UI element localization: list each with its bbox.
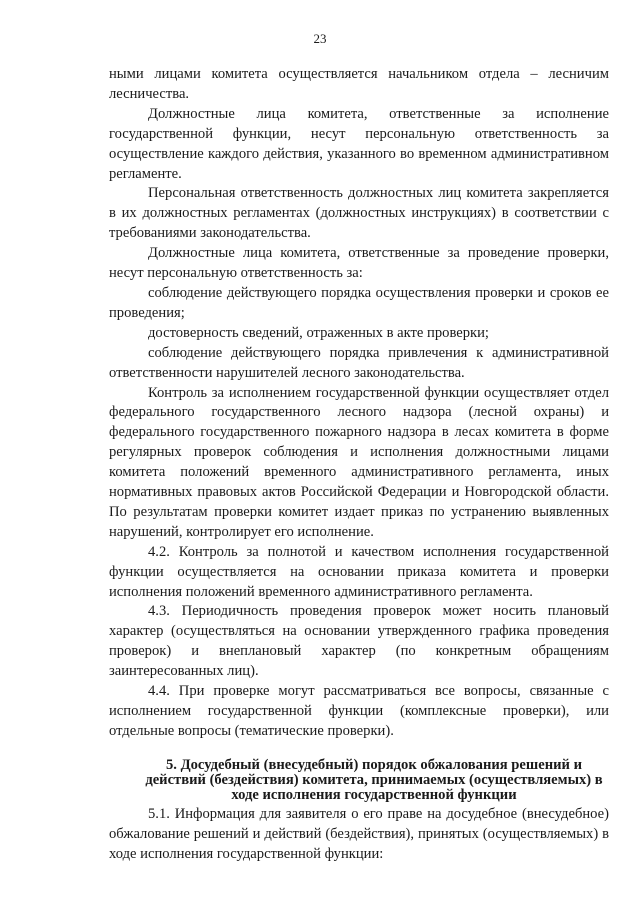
page-number: 23 [313,31,327,46]
section-heading: 5. Досудебный (внесудебный) порядок обжалования решений и действий (бездействия) комитета, принимаемых (осуществляемых) в ходе исполнения государственной функции [145,756,603,804]
paragraph: 4.2. Контроль за полнотой и качеством исполнения государственной функции осуществляется на основании приказа комитета и проверки исполнения положений временного административного регламента. [109,543,609,600]
paragraph: 5.1. Информация для заявителя о его праве на досудебное (внесудебное) обжалование решений и действий (бездействия), принятых (осуществляемых) в ходе исполнения государственной функции: [109,806,609,863]
paragraph: Должностные лица комитета, ответственные за исполнение государственной функции, несут персональную ответственность за осуществление каждого действия, указанного во временном административном регламенте. [109,105,609,182]
list-item: достоверность сведений, отраженных в акте проверки; [148,324,489,341]
list-item: соблюдение действующего порядка привлечения к административной ответственности нарушителей лесного законодательства. [109,344,609,381]
paragraph: Должностные лица комитета, ответственные за проведение проверки, несут персональную ответственность за: [109,245,609,282]
paragraph: Персональная ответственность должностных лиц комитета закрепляется в их должностных регламентах (должностных инструкциях) в соответствии с требованиями законодательства. [109,185,609,242]
list-item: соблюдение действующего порядка осуществления проверки и сроков ее проведения; [109,284,609,321]
paragraph: Контроль за исполнением государственной функции осуществляет отдел федерального государственного лесного надзора (лесной охраны) и федерального государственного пожарного надзора в лесах комитета в форме регулярных проверок соблюдения и исполнения должностными лицами комитета положений временного административного регламента, иных нормативных правовых актов Российской Федерации и Новгородской области. По результатам проверки комитет издает приказ по устранению выявленных нарушений, контролирует его исполнение. [109,384,609,540]
paragraph: 4.3. Периодичность проведения проверок может носить плановый характер (осуществляться на основании утвержденного графика проведения проверок) и внеплановый характер (по конкретным обращениям заинтересованных лиц). [109,603,609,680]
paragraph: 4.4. При проверке могут рассматриваться все вопросы, связанные с исполнением государственной функции (комплексные проверки), или отдельные вопросы (тематические проверки). [109,683,609,739]
paragraph: ными лицами комитета осуществляется начальником отдела – лесничим лесничества. [109,66,609,102]
document-body [109,65,609,865]
